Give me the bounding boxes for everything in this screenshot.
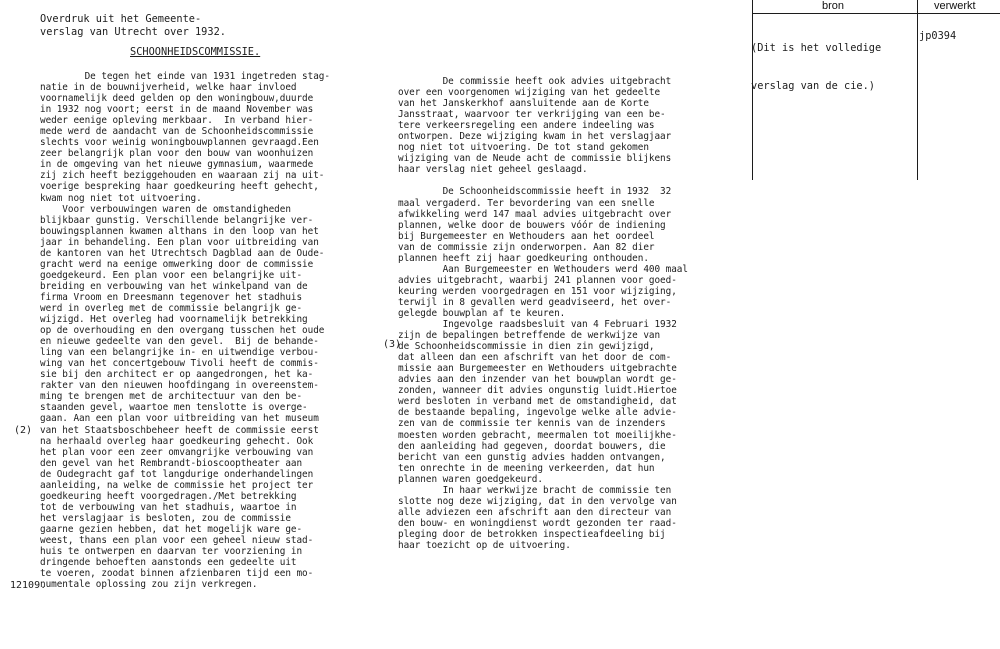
table-column-divider [917, 0, 918, 180]
offprint-line-1: Overdruk uit het Gemeente- [40, 13, 202, 25]
right-column-line: De Schoonheidscommissie heeft in 1932 32 [398, 186, 672, 198]
left-column-line: de Oudegracht gaf tot langdurige onderhandelingen [40, 468, 314, 480]
left-column-line: natie in de bouwnijverheid, welke haar invloed [40, 82, 297, 94]
right-column-line: Jansstraat, waarvoor ter verkrijging van een be- [398, 109, 666, 121]
right-column-line: zijn de bepalingen betreffende de werkwijze van [398, 330, 661, 342]
bron-note [751, 17, 881, 117]
left-column-line: voornamelijk deed gelden op den woningbouw,duurde [40, 93, 314, 105]
left-column-line: De tegen het einde van 1931 ingetreden stag- [40, 71, 330, 82]
left-column-line: aanleiding, na welke de commissie het project ter [40, 479, 314, 491]
left-column-line: voerige bespreking haar goedkeuring heeft gehecht, [40, 181, 319, 193]
table-header-rule [752, 13, 1000, 14]
right-column-line: haar verslag niet geheel geslaagd. [398, 164, 588, 176]
bron-note-line-2: verslag van de cie.) [751, 79, 875, 92]
right-column-line: werd besloten in verband met de omstandigheid, dat [398, 396, 677, 408]
left-column-line: het verslagjaar is besloten, zou de commissie [40, 512, 291, 524]
left-column-line: tot de verbouwing van het stadhuis, waartoe in [40, 501, 297, 513]
left-column-line: wijzigd. Het overleg had voornamelijk betrekking [40, 314, 308, 326]
right-column-line: over een voorgenomen wijziging van het gedeelte [398, 87, 661, 99]
left-column-line: de kantoren van het Utrechtsch Dagblad aan de Oude- [40, 247, 325, 259]
right-column-line: keuring werden voorgedragen en 151 voor wijziging, [398, 285, 677, 297]
right-column-line: advies aan den inzender van het bouwplan wordt ge- [398, 374, 677, 386]
left-column-line: in 1932 nog voort; eerst in de maand November was [40, 104, 314, 116]
left-column-line: bouwingsplannen kwamen althans in den loop van het [40, 225, 319, 237]
right-column-line: plannen waren goedgekeurd. [398, 473, 543, 485]
right-column-line: plannen heeft zij haar goedkeuring onthouden. [398, 252, 649, 264]
right-column-line [398, 175, 688, 186]
left-column-line: wing van het concertgebouw Tivoli heeft de commis- [40, 358, 319, 370]
right-column-line: nog niet tot uitvoering. De tot stand gekomen [398, 142, 649, 154]
right-column-line: In haar werkwijze bracht de commissie ten [398, 484, 672, 496]
right-column-line: den bouw- en woningdienst wordt gezonden ter raad- [398, 517, 677, 529]
left-column-line: slechts voor weinig woningbouwplannen gevraagd.Een [40, 137, 319, 149]
right-column-line: moesten worden gebracht, meermalen tot moeilijkhe- [398, 429, 677, 441]
left-column-line: dringende behoeften aanstonds een gedeelte uit [40, 557, 297, 569]
left-column-line: weest, thans een plan voor een geheel nieuw stad- [40, 534, 314, 546]
right-text-column [398, 76, 688, 551]
left-column-line: rakter van den nieuwen hoofdingang in overeenstem- [40, 380, 319, 392]
left-column-line: ming te brengen met de architectuur van den be- [40, 391, 303, 403]
left-column-line: kwam nog niet tot uitvoering. [40, 192, 202, 204]
left-column-line: in de omgeving van het nieuwe gymnasium, waarmede [40, 159, 314, 171]
right-column-line: terwijl in 8 gevallen werd geadviseerd, het over- [398, 296, 672, 308]
offprint-header [40, 13, 226, 39]
right-column-line: slotte nog deze wijziging, dat in den vervolge van [398, 495, 677, 507]
left-column-line: ling van een belangrijke in- en uitwendige verbou- [40, 347, 319, 359]
marginal-mark-3: (3) [383, 339, 402, 350]
right-column-line: zonden, wanneer dit advies ongunstig luidt.Hiertoe [398, 385, 677, 397]
left-column-line: sie bij den architect er op aangedrongen, het ka- [40, 369, 314, 381]
left-column-line: numentale oplossing zou zijn verkregen. [40, 579, 258, 591]
left-text-column [40, 71, 330, 590]
left-column-line: firma Vroom en Dreesmann tegenover het stadhuis [40, 291, 303, 303]
right-column-line: van de commissie zijn onderworpen. Aan 82 dier [398, 241, 655, 253]
marginal-mark-2: (2) [14, 425, 33, 436]
right-column-line: advies uitgebracht, waarbij 241 plannen voor goed- [398, 274, 677, 286]
document-title: SCHOONHEIDSCOMMISSIE. [130, 46, 261, 58]
right-column-line: bericht van een gunstig advies hadden ontvangen, [398, 451, 666, 463]
right-column-line: den aanleiding had gegeven, doordat bouwers, die [398, 440, 666, 452]
right-column-line: zen van de commissie ter kennis van de inzenders [398, 418, 666, 430]
right-column-line: de Schoonheidscommissie in dien zin gewijzigd, [398, 341, 655, 353]
right-column-line: dat alleen dan een afschrift van het door de com- [398, 352, 672, 364]
right-column-line: plannen, welke door de bouwers vóór de indiening [398, 219, 666, 231]
left-column-line: gracht werd na eenige omwerking door de commissie [40, 258, 314, 270]
left-column-line: weder eenige opleving merkbaar. In verband hier- [40, 115, 314, 127]
record-table [752, 0, 1000, 180]
right-column-line: afwikkeling werd 147 maal advies uitgebracht over [398, 208, 672, 220]
bron-note-line-1: (Dit is het volledige [751, 42, 882, 54]
right-column-line: bij Burgemeester en Wethouders aan het oordeel [398, 230, 655, 242]
left-column-line: mede werd de aandacht van de Schoonheidscommissie [40, 126, 314, 138]
right-column-line: ten onrechte in de meening verkeerden, dat hun [398, 462, 655, 474]
left-column-line: te voeren, zoodat binnen afzienbaren tijd een mo- [40, 568, 314, 580]
right-column-line: missie aan Burgemeester en Wethouders uitgebrachte [398, 363, 677, 375]
left-column-line: breiding en verbouwing van het winkelpand van de [40, 280, 308, 292]
right-column-line: De commissie heeft ook advies uitgebracht [398, 76, 672, 87]
left-column-line: staanden gevel, waartoe men tenslotte is overge- [40, 402, 308, 414]
right-column-line: gelegde bouwplan af te keuren. [398, 307, 566, 319]
left-column-line: gaarne gezien hebben, dat het mogelijk ware ge- [40, 523, 303, 535]
right-column-line: tere verkeersregeling een andere indeeling was [398, 120, 655, 132]
left-column-line: zeer belangrijk plan voor den bouw van woonhuizen [40, 148, 314, 160]
left-column-line: jaar in behandeling. Een plan voor uitbreiding van [40, 236, 319, 248]
right-column-line: de bestaande bepaling, ingevolge welke alle advie- [398, 407, 677, 419]
right-column-line: haar toezicht op de uitvoering. [398, 539, 571, 551]
left-column-line: den gevel van het Rembrandt-bioscooptheater aan [40, 457, 303, 469]
left-column-line: werd in overleg met de commissie belangrijk ge- [40, 302, 303, 314]
left-column-line: Voor verbouwingen waren de omstandigheden [40, 203, 291, 215]
table-header-verwerkt: verwerkt [934, 0, 976, 12]
left-column-line: het plan voor een zeer omvangrijke verbouwing van [40, 446, 314, 458]
left-column-line: op de overhouding en den overgang tusschen het oude [40, 325, 325, 337]
table-header-bron: bron [822, 0, 845, 12]
left-column-line: zij zich heeft beziggehouden en waaraan zij na uit- [40, 170, 325, 182]
left-column-line: blijkbaar gunstig. Verschillende belangrijke ver- [40, 214, 314, 226]
right-column-line: Aan Burgemeester en Wethouders werd 400 maal [398, 263, 688, 275]
right-column-line: maal vergaderd. Ter bevordering van een snelle [398, 197, 655, 209]
left-column-line: goedkeuring heeft voorgedragen./Met betrekking [40, 490, 297, 502]
right-column-line: van het Janskerkhof aansluitende aan de Korte [398, 98, 649, 110]
page-number: 12109. [10, 580, 47, 591]
left-column-line: na herhaald overleg haar goedkeuring gehecht. Ook [40, 435, 314, 447]
right-column-line: Ingevolge raadsbesluit van 4 Februari 1932 [398, 319, 677, 331]
right-column-line: wijziging van de Neude acht de commissie blijkens [398, 153, 672, 165]
left-column-line: van het Staatsboschbeheer heeft de commissie eerst [40, 424, 319, 436]
left-column-line: huis te ontwerpen en daarvan ter voorziening in [40, 546, 303, 558]
left-column-line: gaan. Aan een plan voor uitbreiding van het museum [40, 413, 319, 425]
verwerkt-code: jp0394 [919, 30, 957, 42]
right-column-line: alle adviezen een afschrift aan den directeur van [398, 506, 672, 518]
right-column-line: ontworpen. Deze wijziging kwam in het verslagjaar [398, 131, 672, 143]
right-column-line: pleging door de betrokken inspectieafdeeling bij [398, 528, 666, 540]
offprint-line-2: verslag van Utrecht over 1932. [40, 26, 226, 38]
left-column-line: goedgekeurd. Een plan voor een belangrijke uit- [40, 269, 303, 281]
left-column-line: en nieuwe gedeelte van den gevel. Bij de behande- [40, 336, 319, 348]
